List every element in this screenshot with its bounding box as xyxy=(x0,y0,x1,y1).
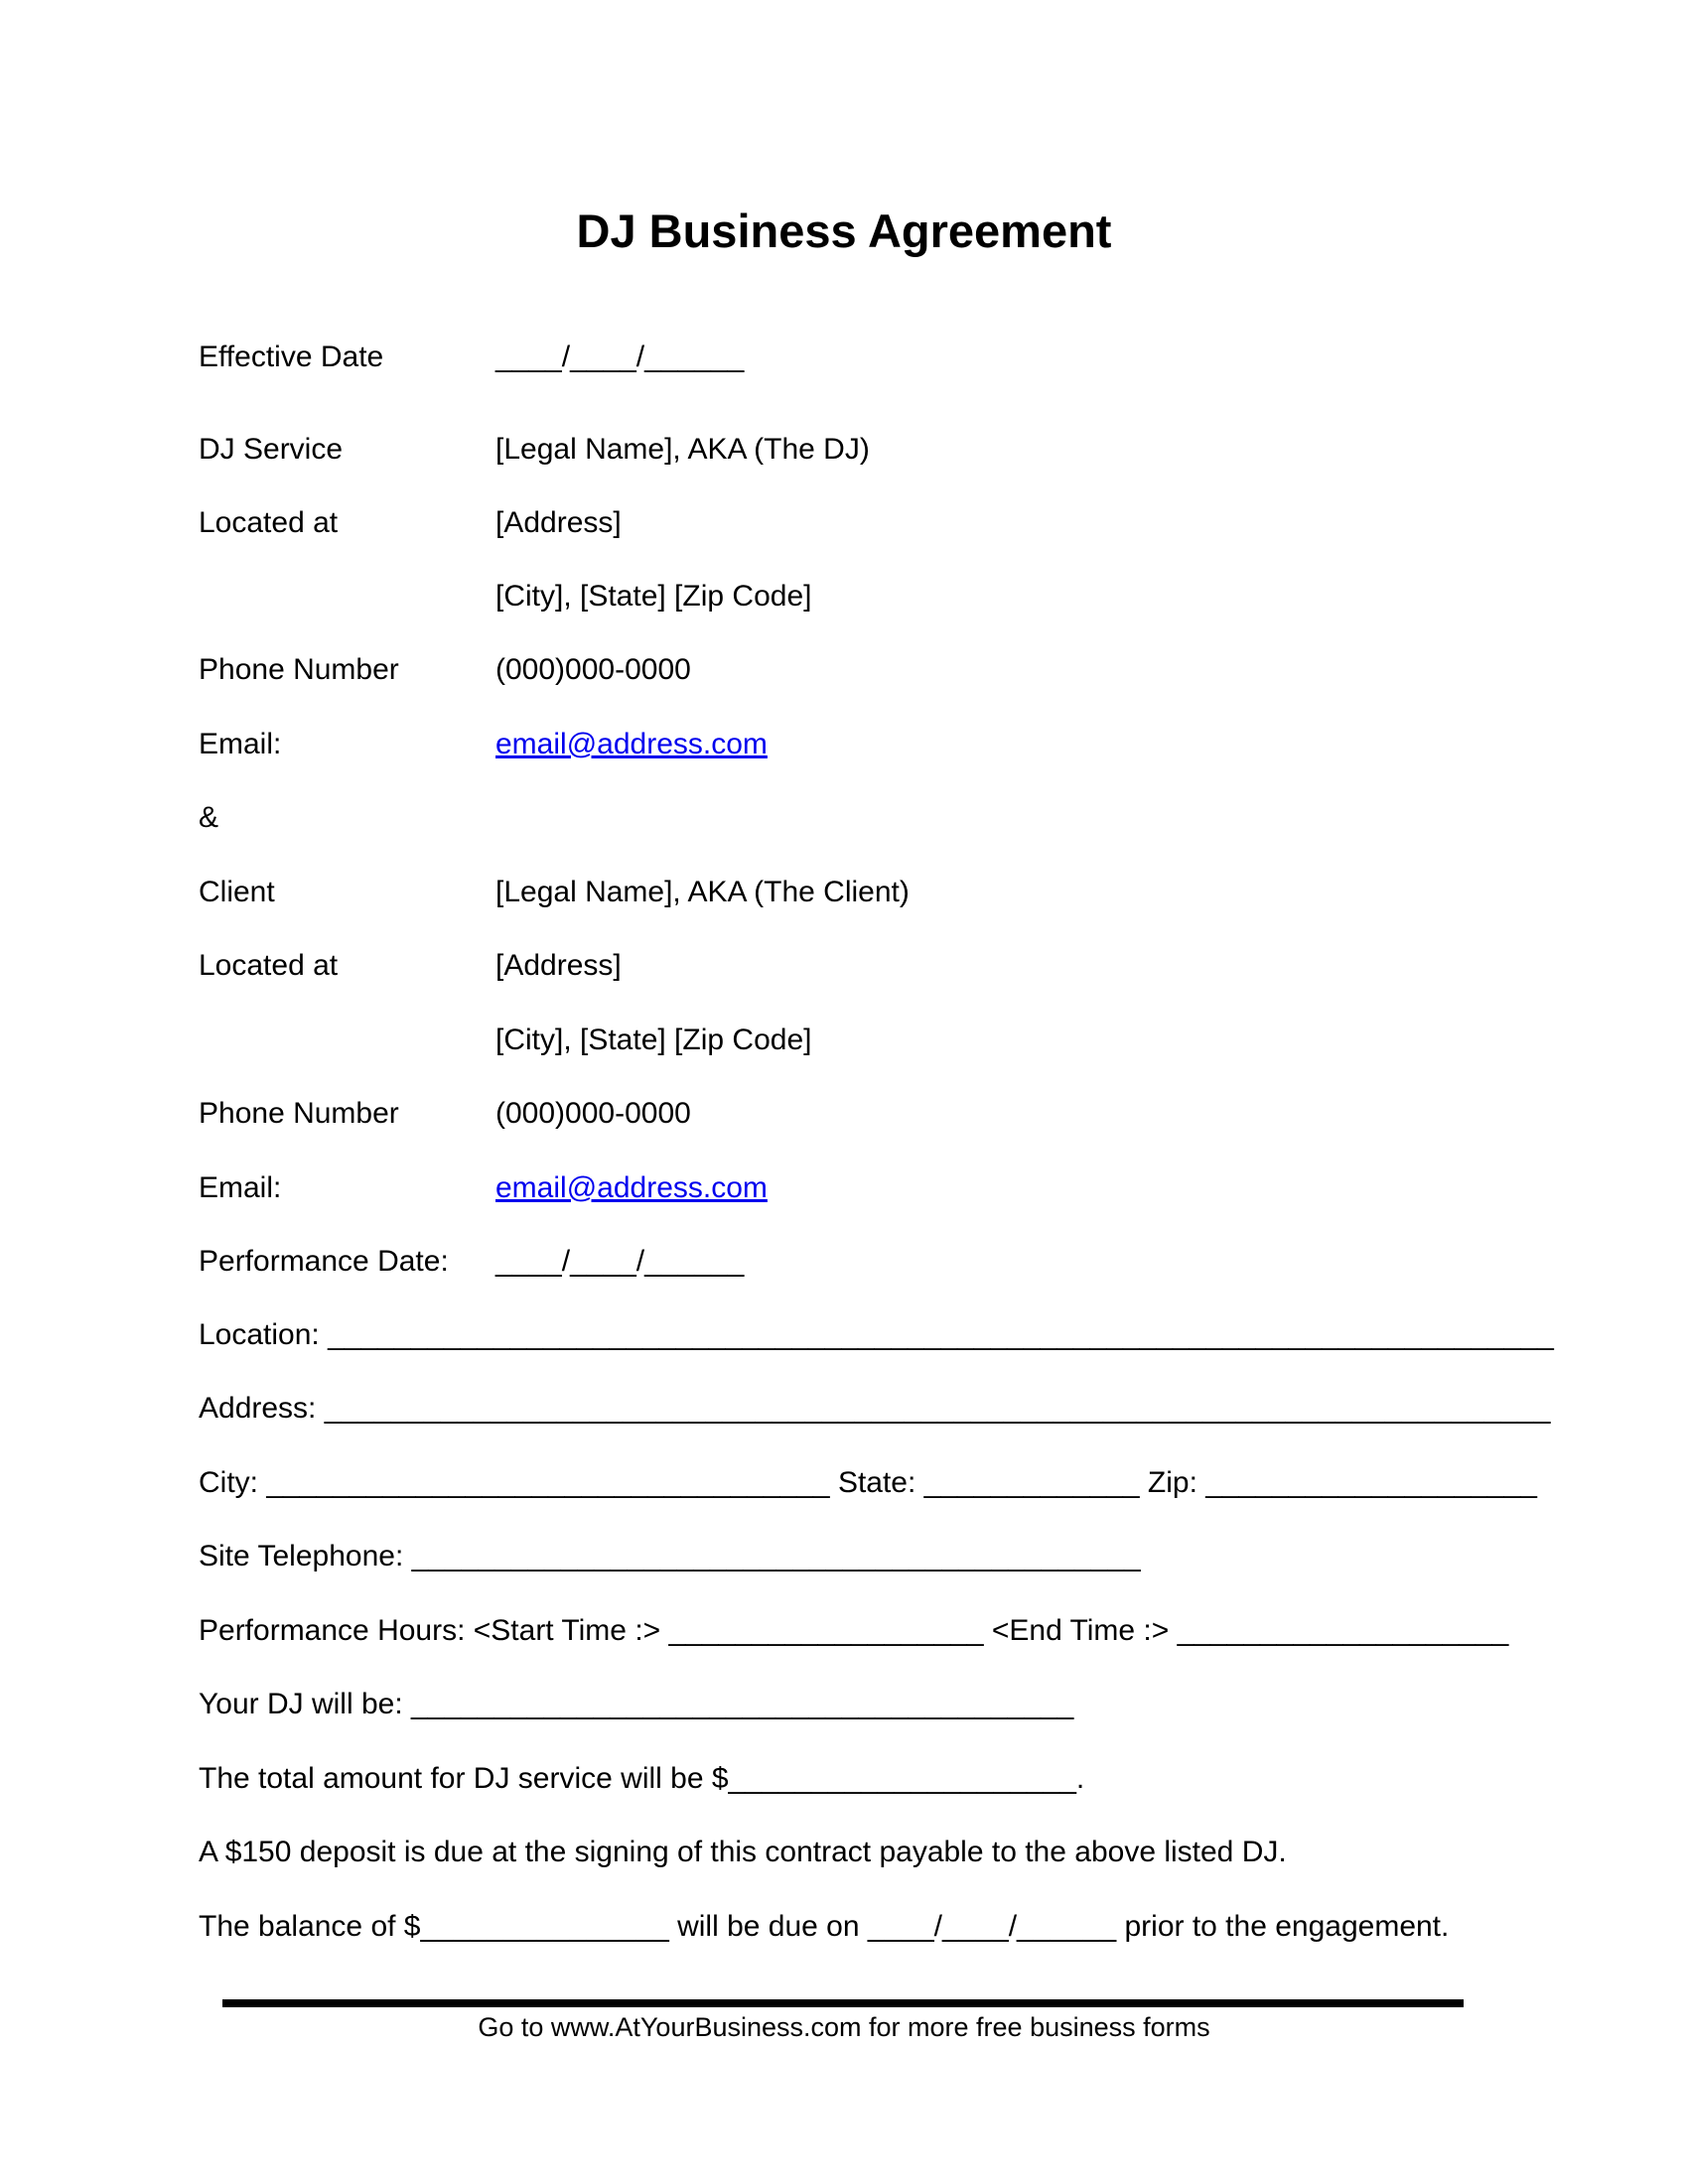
city-state-zip-line[interactable]: City: __________________________________ State: _____________ Zip: ____________________ xyxy=(199,1466,1537,1499)
dj-service-value: [Legal Name], AKA (The DJ) xyxy=(495,433,870,466)
client-label: Client xyxy=(199,876,275,908)
client-phone-label: Phone Number xyxy=(199,1097,399,1130)
dj-service-label: DJ Service xyxy=(199,433,344,466)
client-address: [Address] xyxy=(495,949,622,982)
deposit-text: A $150 deposit is due at the signing of this contract payable to the above listed DJ. xyxy=(199,1836,1287,1868)
balance-line[interactable]: The balance of $_______________ will be due on ____/____/______ prior to the engagement. xyxy=(199,1910,1450,1943)
client-city-state-zip: [City], [State] [Zip Code] xyxy=(495,1024,812,1056)
effective-date-label: Effective Date xyxy=(199,341,384,373)
client-email-label: Email: xyxy=(199,1171,282,1204)
location-line[interactable]: Location: __________________________________________________________________________ xyxy=(199,1318,1554,1351)
client-located-label: Located at xyxy=(199,949,339,982)
dj-address: [Address] xyxy=(495,506,622,539)
client-value: [Legal Name], AKA (The Client) xyxy=(495,876,910,908)
dj-located-label: Located at xyxy=(199,506,339,539)
footer-rule xyxy=(222,1999,1464,2007)
your-dj-line[interactable]: Your DJ will be: ________________________________________ xyxy=(199,1688,1074,1720)
performance-hours-line[interactable]: Performance Hours: <Start Time :> ___________________ <End Time :> ____________________ xyxy=(199,1614,1509,1647)
footer-text: Go to www.AtYourBusiness.com for more free business forms xyxy=(478,2012,1210,2042)
dj-email-link[interactable]: email@address.com xyxy=(495,728,768,760)
performance-date-field[interactable]: ____/____/______ xyxy=(495,1245,745,1278)
effective-date-field[interactable]: ____/____/______ xyxy=(495,341,745,373)
client-email-link[interactable]: email@address.com xyxy=(495,1171,768,1204)
dj-city-state-zip: [City], [State] [Zip Code] xyxy=(495,580,812,613)
dj-phone: (000)000-0000 xyxy=(495,653,691,686)
dj-phone-label: Phone Number xyxy=(199,653,399,686)
document-title: DJ Business Agreement xyxy=(576,205,1112,257)
address-line[interactable]: Address: __________________________________________________________________________ xyxy=(199,1392,1551,1425)
dj-email-label: Email: xyxy=(199,728,282,760)
ampersand: & xyxy=(199,801,219,834)
performance-date-label: Performance Date: xyxy=(199,1245,449,1278)
total-amount-line[interactable]: The total amount for DJ service will be $_____________________. xyxy=(199,1762,1085,1795)
site-telephone-line[interactable]: Site Telephone: ____________________________________________ xyxy=(199,1540,1141,1572)
client-phone: (000)000-0000 xyxy=(495,1097,691,1130)
